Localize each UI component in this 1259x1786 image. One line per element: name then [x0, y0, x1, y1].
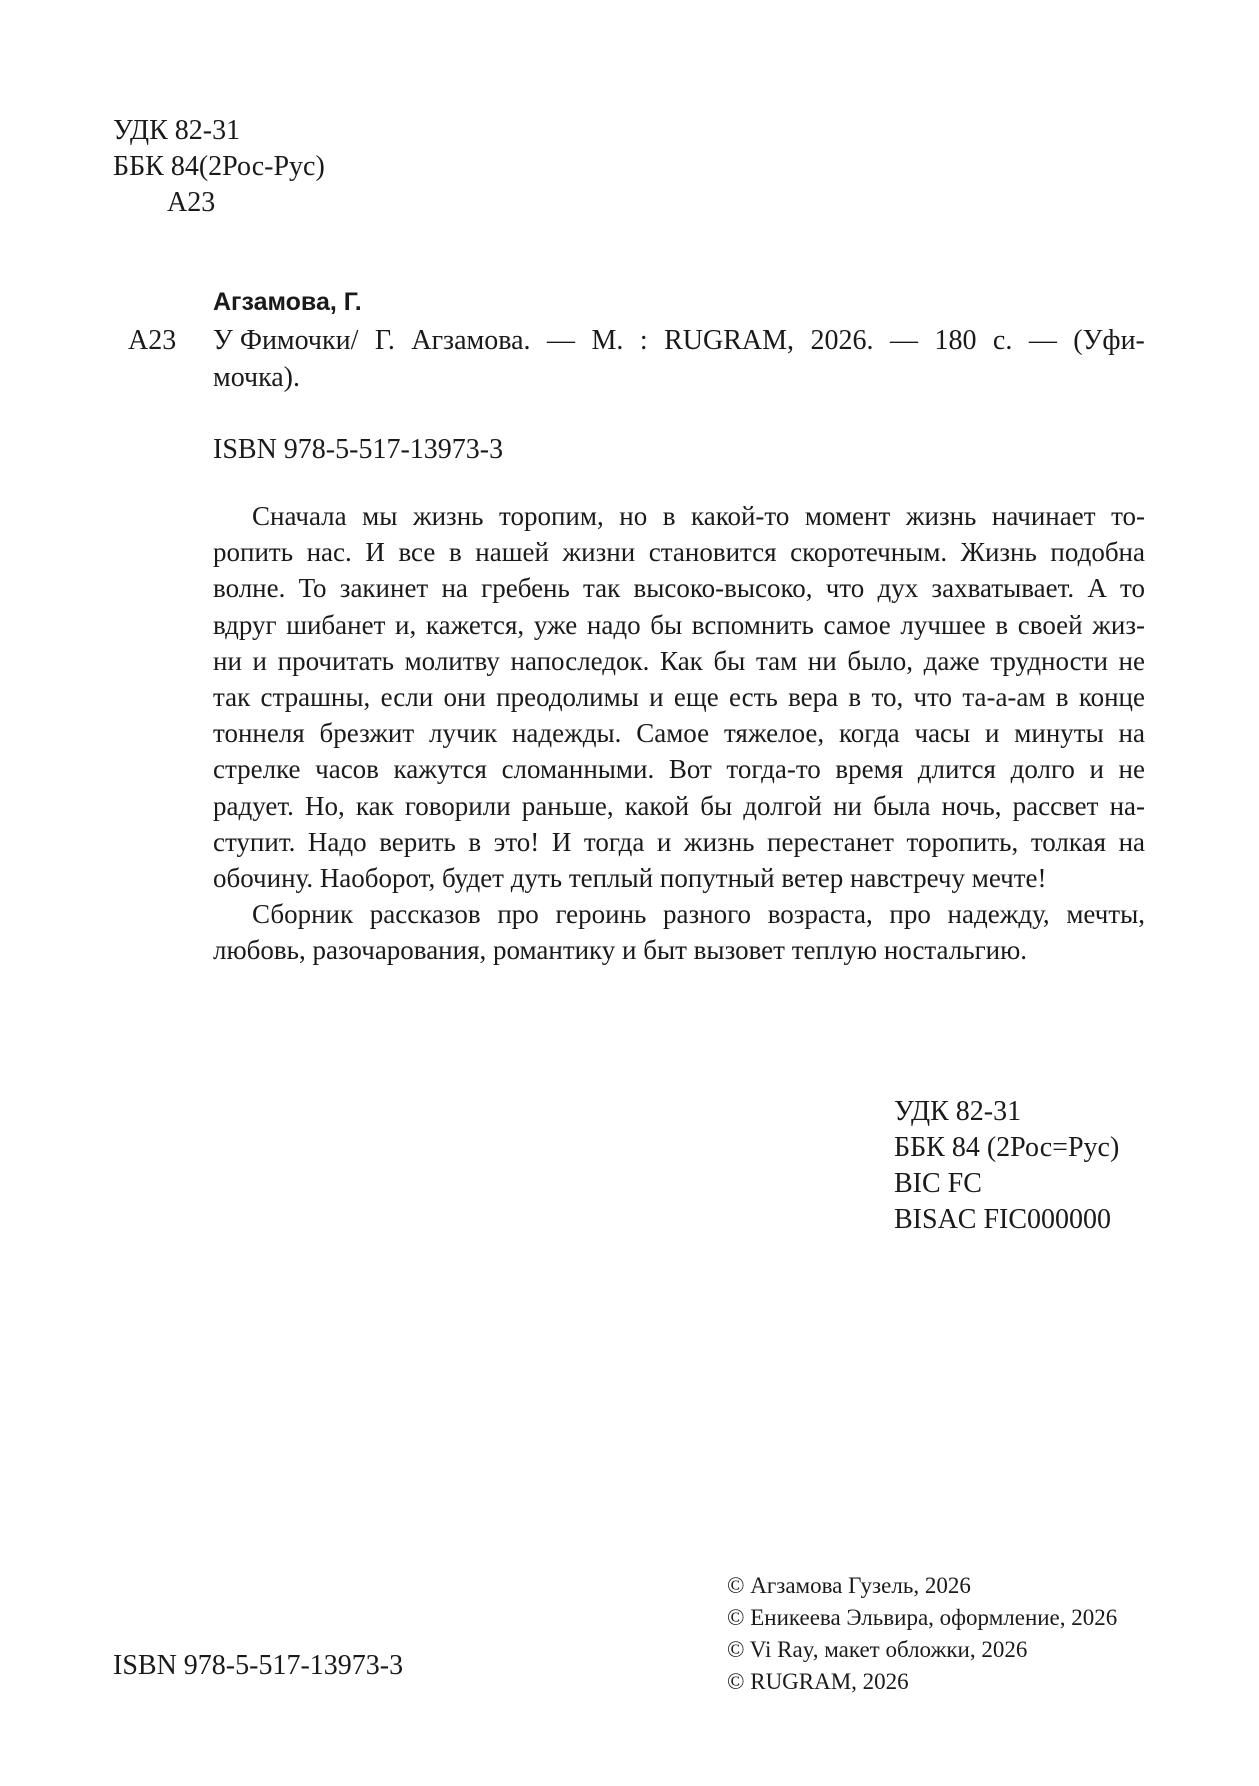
annotation-line: обочину. Наоборот, будет дуть теплый попутный ветер навстречу мечте! — [213, 862, 1047, 893]
bib-word: 180 — [934, 325, 977, 356]
copyright-line: © Еникеева Эльвира, оформление, 2026 — [727, 1605, 1118, 1630]
annotation-line: любовь, разочарования, романтику и быт вызовет теплую ностальгию. — [213, 935, 1028, 966]
isbn-footer: ISBN 978-5-517-13973-3 — [113, 1650, 404, 1681]
annotation-line: волне. То закинет на гребень так высоко-высоко, что дух захватывает. А то — [213, 573, 1145, 604]
copyright-line: © Vi Ray, макет обложки, 2026 — [727, 1637, 1028, 1662]
bib-word: : — [639, 325, 648, 356]
bibliographic-description-line-1 — [213, 323, 1145, 359]
author-sign-top: А23 — [167, 187, 216, 218]
bic-code: BIC FC — [894, 1168, 982, 1199]
annotation-line: стрелке часов кажутся сломанными. Вот тогда-то время длится долго и не — [213, 754, 1145, 785]
isbn-entry: ISBN 978-5-517-13973-3 — [213, 434, 504, 465]
annotation-paragraph-1 — [213, 498, 1145, 896]
udk-code-top: УДК 82-31 — [113, 115, 241, 146]
annotation-paragraph-2 — [213, 896, 1145, 968]
author-heading: Агзамова, Г. — [213, 288, 362, 316]
udk-code-bottom: УДК 82-31 — [894, 1096, 1022, 1127]
annotation-line: Сначала мы жизнь торопим, но в какой-то момент жизнь начинает то- — [252, 501, 1145, 531]
author-sign-margin: А23 — [128, 325, 177, 356]
bib-word: 2026. — [810, 325, 874, 356]
bib-word: — — [889, 325, 918, 356]
annotation-line: ни и прочитать молитву напоследок. Как бы там ни было, даже трудности не — [213, 645, 1145, 676]
bib-word: У Фимочки/ — [213, 325, 359, 356]
bib-word: (Уфи- — [1073, 325, 1145, 356]
bib-word: М. — [591, 325, 624, 356]
copyright-line: © RUGRAM, 2026 — [727, 1669, 909, 1694]
annotation-line: вдруг шибанет и, кажется, уже надо бы вспомнить самое лучшее в своей жиз- — [213, 609, 1145, 640]
bibliographic-description-line-2: мочка). — [213, 362, 301, 393]
bib-word: — — [1028, 325, 1057, 356]
annotation-line: ропить нас. И все в нашей жизни становится скоротечным. Жизнь подобна — [213, 537, 1145, 568]
bisac-code: BISAC FIC000000 — [894, 1204, 1112, 1235]
copyright-line: © Агзамова Гузель, 2026 — [727, 1573, 971, 1598]
annotation-line: так страшны, если они преодолимы и еще есть вера в то, что та-а-ам в конце — [213, 681, 1145, 712]
bib-word: RUGRAM, — [664, 325, 795, 356]
annotation-line: тоннеля брезжит лучик надежды. Самое тяжелое, когда часы и минуты на — [213, 718, 1145, 749]
bib-word: с. — [992, 325, 1013, 356]
annotation-line: радует. Но, как говорили раньше, какой бы долгой ни была ночь, рассвет на- — [213, 790, 1145, 821]
annotation-line: Сборник рассказов про героинь разного возраста, про надежду, мечты, — [252, 899, 1145, 929]
annotation-line: ступит. Надо верить в это! И тогда и жизнь перестанет торопить, толкая на — [213, 826, 1145, 857]
bbk-code-bottom: ББК 84 (2Рос=Рус) — [894, 1132, 1120, 1163]
bib-word: — — [547, 325, 576, 356]
bbk-code-top: ББК 84(2Рос-Рус) — [113, 151, 325, 182]
bib-word: Г. — [374, 325, 395, 356]
bib-word: Агзамова. — [411, 325, 531, 356]
